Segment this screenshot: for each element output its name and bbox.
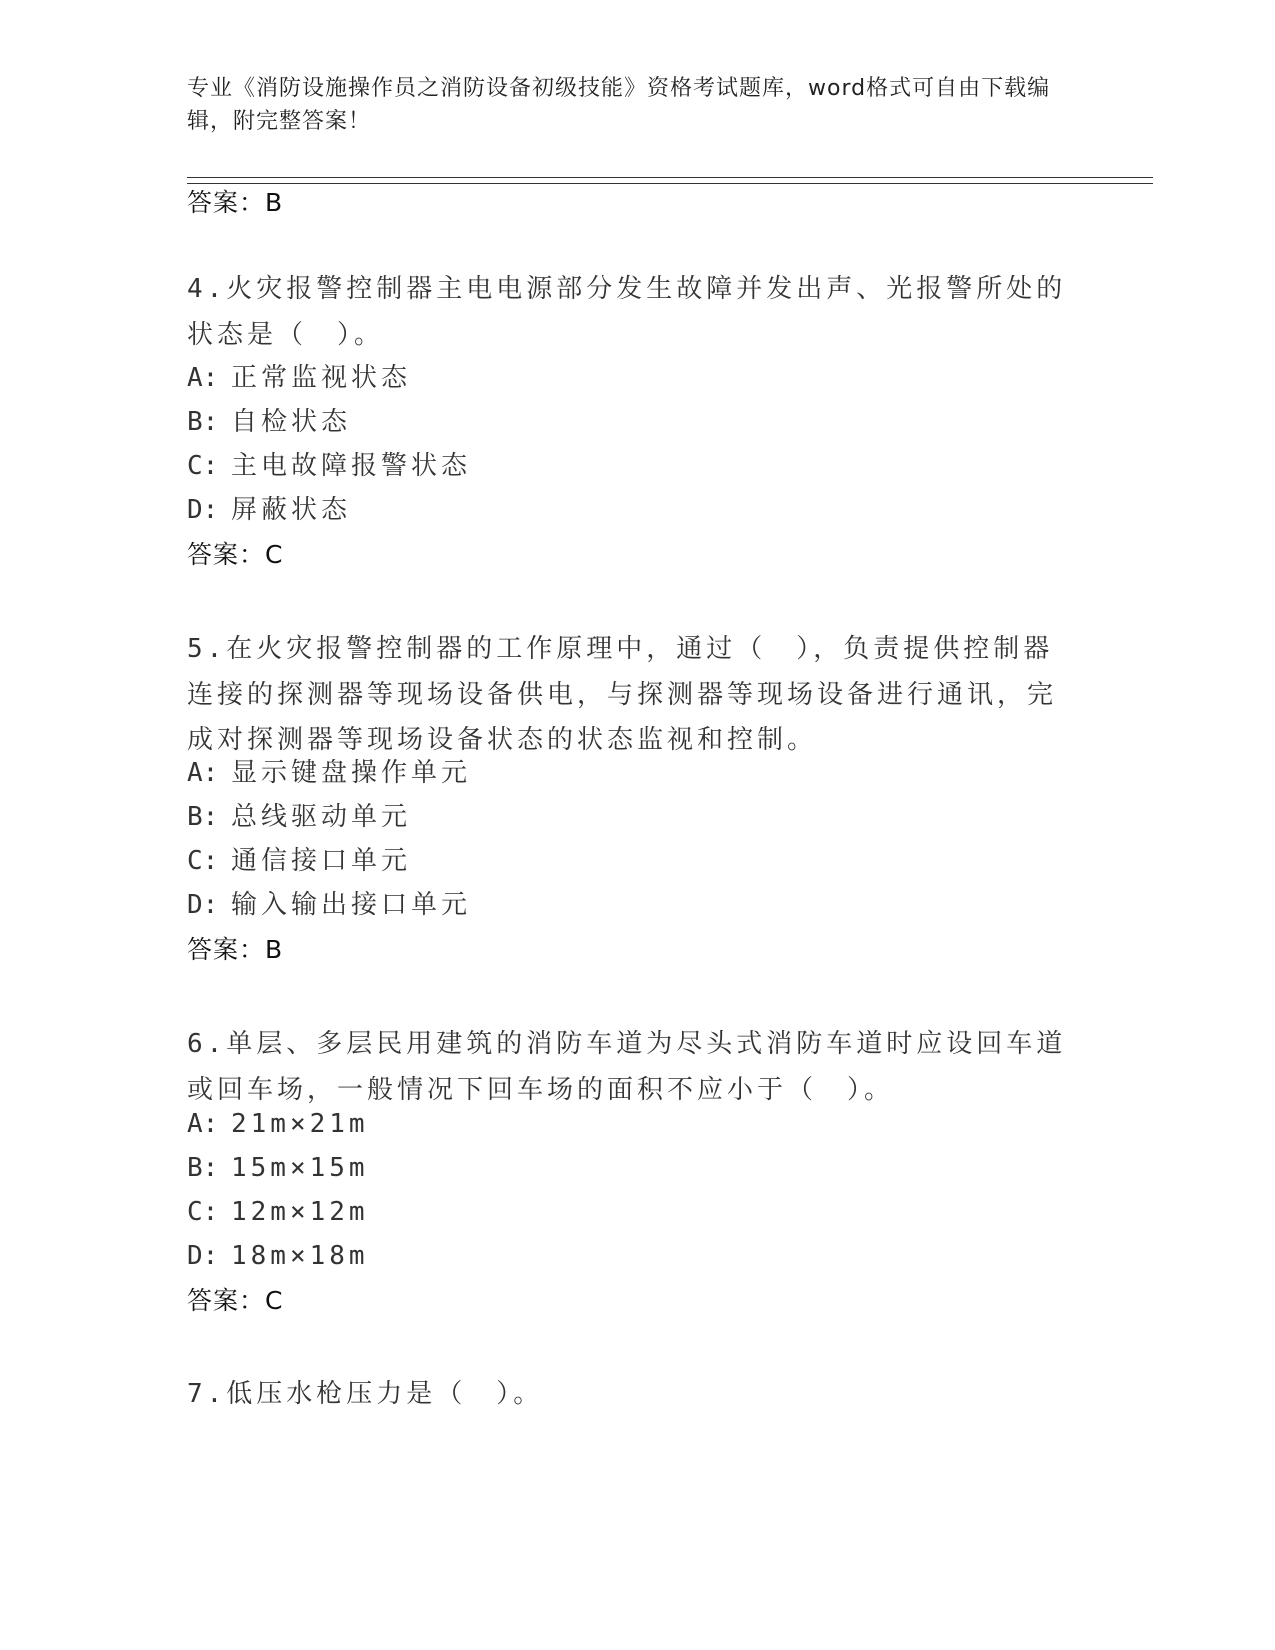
option-label: A: <box>187 363 219 393</box>
option-label: B: <box>187 802 219 832</box>
option-label: C: <box>187 846 219 876</box>
question-4-option-d <box>187 495 351 525</box>
question-5-option-a <box>187 758 471 788</box>
question-6-answer: 答案：C <box>187 1286 284 1315</box>
question-6-text: 6.单层、多层民用建筑的消防车道为尽头式消防车道时应设回车道或回车场，一般情况下回车场的面积不应小于（ ）。 <box>187 1029 1067 1105</box>
option-text: 21m×21m <box>231 1109 369 1139</box>
option-text: 通信接口单元 <box>231 846 412 876</box>
option-text: 正常监视状态 <box>231 363 412 393</box>
question-4-option-b <box>187 407 351 437</box>
answer-line: 答案：B <box>187 188 284 217</box>
question-5-option-d <box>187 890 471 920</box>
question-4-text: 4.火灾报警控制器主电电源部分发生故障并发出声、光报警所处的状态是（ ）。 <box>187 274 1067 350</box>
option-text: 屏蔽状态 <box>231 495 352 525</box>
option-label: C: <box>187 1197 219 1227</box>
option-label: C: <box>187 451 219 481</box>
option-text: 12m×12m <box>231 1197 369 1227</box>
option-label: B: <box>187 407 219 437</box>
question-7-text: 7.低压水枪压力是（ ）。 <box>187 1379 544 1409</box>
option-text: 显示键盘操作单元 <box>231 758 472 788</box>
option-label: D: <box>187 495 219 525</box>
option-text: 15m×15m <box>231 1153 369 1183</box>
question-4-answer: 答案：C <box>187 540 284 569</box>
option-text: 18m×18m <box>231 1241 369 1271</box>
page-header: 专业《消防设施操作员之消防设备初级技能》资格考试题库，word格式可自由下载编辑，附完整答案！ <box>187 76 1051 134</box>
question-6-option-d <box>187 1241 369 1271</box>
question-6-option-c <box>187 1197 369 1227</box>
question-4-option-c <box>187 451 471 481</box>
option-label: A: <box>187 1109 219 1139</box>
question-6-option-b <box>187 1153 369 1183</box>
question-5-option-b <box>187 802 411 832</box>
option-text: 自检状态 <box>231 407 352 437</box>
header-rule-top <box>187 177 1153 178</box>
option-label: D: <box>187 890 219 920</box>
option-text: 总线驱动单元 <box>231 802 412 832</box>
question-6-option-a <box>187 1109 369 1139</box>
option-label: B: <box>187 1153 219 1183</box>
option-label: A: <box>187 758 219 788</box>
question-4-option-a <box>187 363 411 393</box>
question-5-option-c <box>187 846 411 876</box>
option-label: D: <box>187 1241 219 1271</box>
header-rule-bottom <box>187 183 1153 184</box>
question-5-text: 5.在火灾报警控制器的工作原理中，通过（ ），负责提供控制器连接的探测器等现场设备供电，与探测器等现场设备进行通讯，完成对探测器等现场设备状态的状态监视和控制。 <box>187 634 1058 755</box>
question-5-answer: 答案：B <box>187 935 284 964</box>
option-text: 主电故障报警状态 <box>231 451 472 481</box>
option-text: 输入输出接口单元 <box>231 890 472 920</box>
